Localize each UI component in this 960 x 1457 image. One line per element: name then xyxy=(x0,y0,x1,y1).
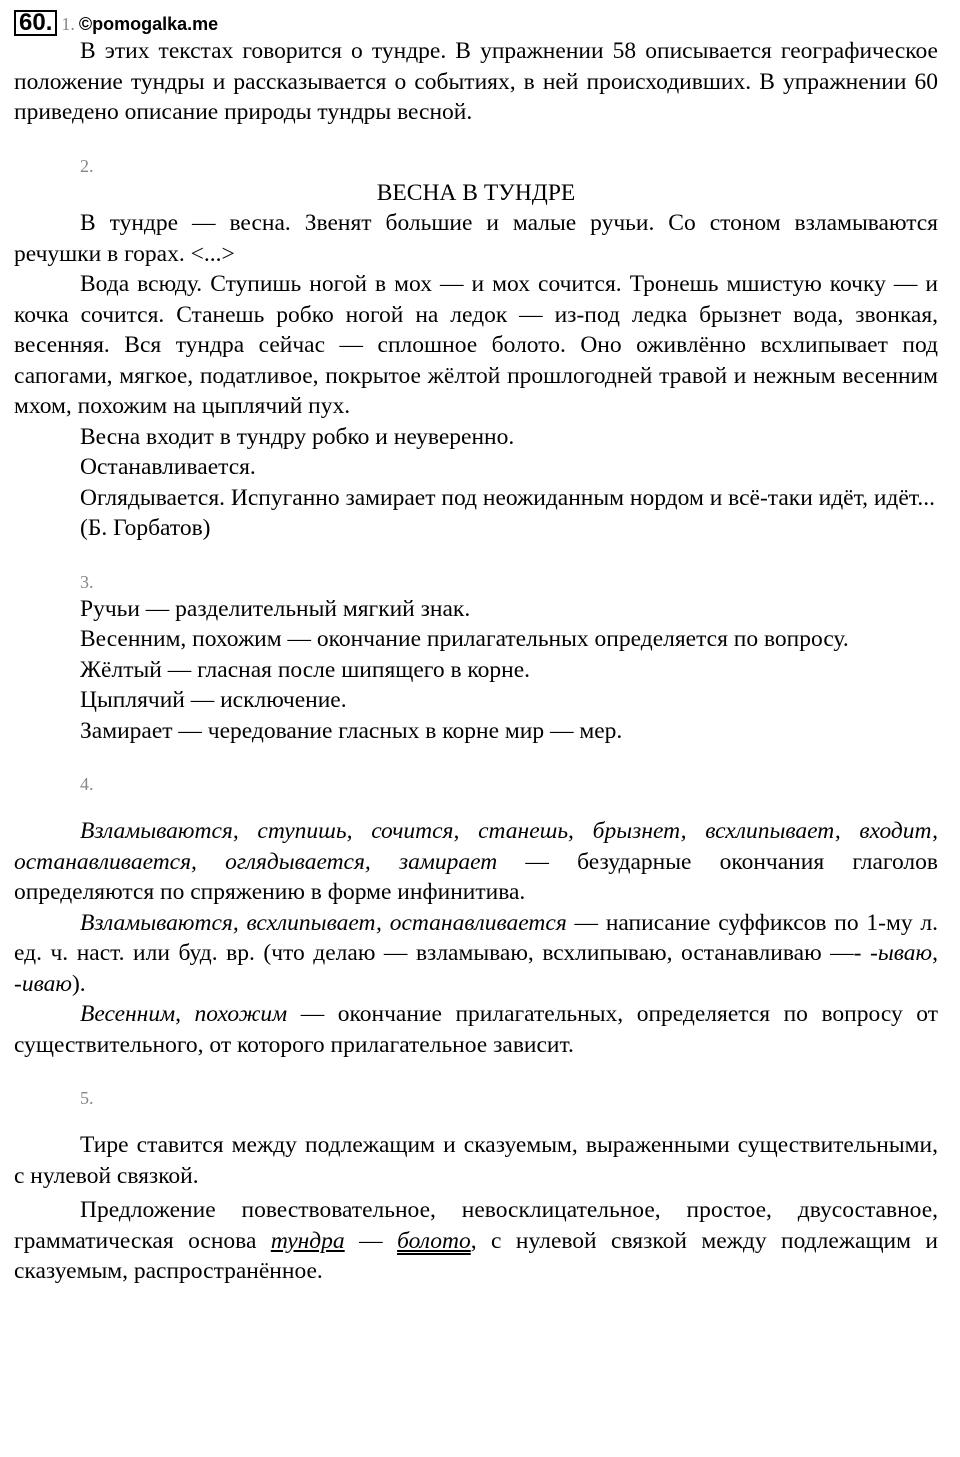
adjective-explanation: — окончание прилагательных, определяется по вопросу от существительного, от которого прилагательное зависит. xyxy=(14,1001,938,1058)
verbs-explanation: — безударные окончания глаголов определяются по спряжению в форме инфинитива. xyxy=(14,848,938,905)
verbs-paragraph xyxy=(14,816,938,908)
text-paragraph: Вода всюду. Ступишь ногой в мох — и мох сочится. Тронешь мшистую кочку — и кочка сочится. Станешь робко ногой на ледок — из-под ледка брызнет вода, звонкая, весенняя. Вся тундра сейчас — сплошное болото. Оно оживлённо всхлипывает под сапогами, мягкое, податливое, покрытое жёлтой прошлогодней травой и нежным весенним мхом, похожим на цыплячий пух. xyxy=(14,271,938,419)
text-paragraph: Останавливается. xyxy=(80,454,256,480)
adjective-paragraph xyxy=(14,999,938,1060)
watermark: ©pomogalka.me xyxy=(78,14,219,34)
subject-word: тундра xyxy=(270,1227,345,1254)
sentence-analysis-paragraph xyxy=(14,1195,938,1287)
suffix-paragraph xyxy=(14,908,938,1000)
predicate-word: болото xyxy=(397,1227,471,1254)
analysis-line: Цыплячий — исключение. xyxy=(80,687,347,713)
dash: — xyxy=(344,1227,398,1254)
section-number-2: 2. xyxy=(80,155,94,176)
section-number-3: 3. xyxy=(80,571,94,592)
sentence-analysis-end: , с нулевой связкой между подлежащим и сказуемым, распространённое. xyxy=(14,1227,939,1284)
text-paragraph: В тундре — весна. Звенят большие и малые ручьи. Со стоном взламываются речушки в горах. <...> xyxy=(14,210,938,267)
suffix-explanation: — написание суффиксов по 1-му л. ед. ч. наст. или буд. вр. (что делаю — взламываю, всхлипываю, останавливаю —- xyxy=(14,909,939,966)
suffix-verbs: Взламываются, всхлипывает, останавливается xyxy=(80,909,567,936)
text-paragraph: Весна входит в тундру робко и неуверенно. xyxy=(80,423,515,450)
text-paragraph: Оглядывается. Испуганно замирает под неожиданным нордом и всё-таки идёт, идёт... xyxy=(80,484,935,511)
suffix-two: -иваю xyxy=(14,970,72,997)
analysis-line: Замирает — чередование гласных в корне мир — мер. xyxy=(80,717,623,744)
text-author: (Б. Горбатов) xyxy=(80,515,211,541)
section-number-1: 1. xyxy=(61,14,75,34)
page xyxy=(14,10,938,1287)
analysis-line: Весенним, похожим — окончание прилагательных определяется по вопросу. xyxy=(80,626,849,652)
section-number-5: 5. xyxy=(80,1088,94,1108)
analysis-line: Жёлтый — гласная после шипящего в корне. xyxy=(80,656,531,683)
exercise-number: 60. xyxy=(14,10,57,36)
exercise-header xyxy=(14,10,938,36)
part1-text: В этих текстах говорится о тундре. В упражнении 58 описывается географическое положение тундры и рассказывается о событиях, в ней происходивших. В упражнении 60 приведено описание природы тундры весной. xyxy=(14,38,938,125)
suffix-end: ). xyxy=(71,970,86,997)
dash-rule-paragraph: Тире ставится между подлежащим и сказуемым, выраженными существительными, с нулевой связкой. xyxy=(14,1132,938,1189)
analysis-line: Ручьи — разделительный мягкий знак. xyxy=(80,595,471,622)
verbs-list: Взламываются, ступишь, сочится, станешь, брызнет, всхлипывает, входит, останавливается, оглядывается, замирает xyxy=(14,818,938,875)
sentence-analysis-start: Предложение повествовательное, невосклицательное, простое, двусоставное, грамматическая основа xyxy=(14,1197,938,1254)
adjective-words: Весенним, похожим xyxy=(80,1001,288,1027)
suffix-separator: , xyxy=(932,940,938,966)
section-number-4: 4. xyxy=(80,774,94,794)
suffix-one: -ываю xyxy=(870,940,933,966)
text-title: ВЕСНА В ТУНДРЕ xyxy=(376,179,576,206)
